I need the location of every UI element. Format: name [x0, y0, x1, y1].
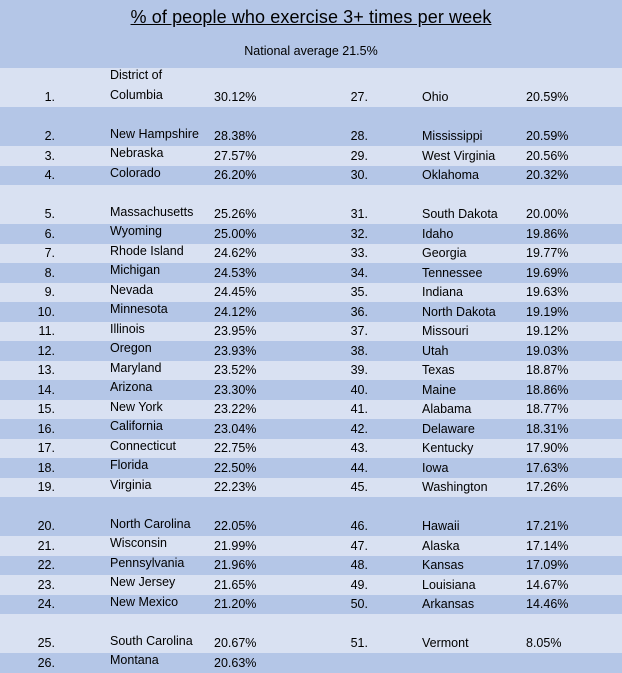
percent-cell: 18.77%	[526, 402, 569, 416]
percent-cell: 20.32%	[526, 168, 569, 182]
state-cell: Montana	[110, 653, 159, 667]
table-row	[0, 185, 622, 224]
state-cell: Wyoming	[110, 224, 162, 238]
rank-cell: 26.	[37, 655, 55, 670]
rank-cell: 11.	[38, 324, 55, 338]
rank-cell: 35.	[350, 285, 368, 299]
rank-cell: 4.	[44, 168, 55, 182]
state-cell: Delaware	[422, 421, 475, 436]
percent-cell: 20.56%	[526, 148, 569, 163]
state-cell: Missouri	[422, 324, 469, 338]
percent-cell: 17.09%	[526, 558, 569, 572]
rank-cell: 23.	[37, 577, 55, 592]
table-row	[0, 244, 622, 264]
state-cell: Iowa	[422, 460, 449, 475]
percent-cell: 22.75%	[214, 441, 257, 455]
rank-cell: 49.	[350, 577, 368, 592]
percent-cell: 21.99%	[214, 538, 257, 553]
rank-cell: 38.	[350, 343, 368, 358]
percent-cell: 18.31%	[526, 421, 569, 436]
table-row	[0, 107, 622, 146]
rank-cell: 30.	[350, 168, 368, 182]
state-cell: Texas	[422, 363, 455, 377]
state-cell: New Mexico	[110, 594, 179, 609]
state-cell: New York	[110, 399, 163, 414]
state-cell: Virginia	[110, 477, 152, 492]
percent-cell: 24.62%	[214, 246, 257, 260]
percent-cell: 19.12%	[526, 324, 569, 338]
rank-cell: 9.	[44, 285, 55, 299]
state-cell: New Jersey	[110, 575, 176, 589]
rank-cell: 31.	[350, 207, 368, 221]
percent-cell: 24.53%	[214, 265, 257, 280]
state-cell: Mississippi	[422, 129, 483, 143]
table-row	[0, 68, 622, 107]
rank-cell: 17.	[37, 441, 55, 455]
percent-cell: 14.67%	[526, 577, 569, 592]
table-row	[0, 614, 622, 653]
rank-cell: 13.	[37, 363, 55, 377]
percent-cell: 17.21%	[526, 519, 569, 533]
rank-cell: 28.	[350, 129, 368, 143]
table-row	[0, 283, 622, 303]
state-cell: Ohio	[422, 90, 449, 104]
table-row	[0, 595, 622, 615]
percent-cell: 23.22%	[214, 402, 257, 416]
rank-cell: 41.	[350, 402, 368, 416]
percent-cell: 19.03%	[526, 343, 569, 358]
national-average: National average 21.5%	[244, 44, 378, 58]
state-cell: Florida	[110, 458, 149, 472]
state-cell: California	[110, 419, 163, 433]
table-row	[0, 458, 622, 478]
rank-cell: 42.	[350, 421, 368, 436]
rank-cell: 29.	[350, 148, 368, 163]
rank-cell: 27.	[350, 90, 368, 104]
rank-cell: 37.	[350, 324, 368, 338]
rank-cell: 45.	[350, 480, 368, 494]
percent-cell: 19.86%	[526, 226, 569, 241]
rank-cell: 46.	[350, 519, 368, 533]
table-row	[0, 419, 622, 439]
rank-cell: 48.	[350, 558, 368, 572]
percent-cell: 20.63%	[214, 655, 257, 670]
percent-cell: 23.04%	[214, 421, 257, 436]
state-cell: Nevada	[110, 282, 154, 297]
rank-cell: 7.	[44, 246, 55, 260]
state-cell: Nebraska	[110, 146, 164, 160]
rank-cell: 18.	[37, 460, 55, 475]
state-cell: Alabama	[422, 402, 472, 416]
percent-cell: 20.00%	[526, 207, 569, 221]
state-cell: Massachusetts	[110, 204, 194, 219]
header-band	[0, 0, 622, 68]
state-cell: Kansas	[422, 558, 464, 572]
percent-cell: 17.63%	[526, 460, 569, 475]
table-title: % of people who exercise 3+ times per week	[130, 7, 492, 27]
rank-cell: 39.	[350, 363, 368, 377]
rank-cell: 22.	[37, 558, 55, 572]
rank-cell: 36.	[350, 304, 368, 319]
state-cell: Vermont	[422, 636, 469, 650]
rank-cell: 20.	[37, 519, 55, 533]
rank-cell: 32.	[350, 226, 368, 241]
percent-cell: 23.93%	[214, 343, 257, 358]
percent-cell: 8.05%	[526, 636, 562, 650]
state-cell: Utah	[422, 343, 449, 358]
rank-cell: 10.	[37, 304, 55, 319]
percent-cell: 18.86%	[526, 382, 569, 397]
rank-cell: 19.	[37, 480, 55, 494]
state-cell: Oklahoma	[422, 168, 479, 182]
table-row	[0, 380, 622, 400]
percent-cell: 18.87%	[526, 363, 569, 377]
percent-cell: 17.14%	[526, 538, 569, 553]
state-cell: Minnesota	[110, 302, 168, 316]
percent-cell: 21.96%	[214, 558, 257, 572]
state-cell: Tennessee	[422, 265, 483, 280]
rank-cell: 34.	[350, 265, 368, 280]
state-cell: Arizona	[110, 380, 153, 394]
percent-cell: 25.00%	[214, 226, 257, 241]
percent-cell: 23.52%	[214, 363, 257, 377]
state-cell: South Dakota	[422, 207, 498, 221]
table-row	[0, 302, 622, 322]
state-cell: Washington	[422, 480, 488, 494]
state-cell: West Virginia	[422, 148, 496, 163]
table-row	[0, 146, 622, 166]
rank-cell: 50.	[350, 597, 368, 611]
rank-cell: 44.	[350, 460, 368, 475]
rank-cell: 47.	[350, 538, 368, 553]
percent-cell: 26.20%	[214, 168, 257, 182]
rank-cell: 14.	[37, 382, 55, 397]
state-cell: Maine	[422, 382, 457, 397]
state-cell: South Carolina	[110, 633, 193, 648]
rank-cell: 24.	[37, 597, 55, 611]
percent-cell: 20.59%	[526, 90, 569, 104]
percent-cell: 22.23%	[214, 480, 257, 494]
percent-cell: 17.90%	[526, 441, 569, 455]
state-cell: Hawaii	[422, 519, 460, 533]
rank-cell: 40.	[350, 382, 368, 397]
state-cell: Kentucky	[422, 441, 474, 455]
percent-cell: 19.77%	[526, 246, 569, 260]
percent-cell: 20.59%	[526, 129, 569, 143]
state-cell: Alaska	[422, 538, 460, 553]
percent-cell: 23.30%	[214, 382, 257, 397]
percent-cell: 24.12%	[214, 304, 257, 319]
state-cell: Indiana	[422, 285, 464, 299]
percent-cell: 20.67%	[214, 636, 257, 650]
state-cell: Idaho	[422, 226, 454, 241]
table-row	[0, 536, 622, 556]
state-cell: Oregon	[110, 341, 152, 355]
state-cell: District of Columbia	[110, 68, 163, 102]
table-row	[0, 263, 622, 283]
table-row	[0, 556, 622, 576]
percent-cell: 22.50%	[214, 460, 257, 475]
rank-cell: 51.	[350, 636, 368, 650]
table-row	[0, 322, 622, 342]
state-cell: Connecticut	[110, 438, 177, 453]
percent-cell: 22.05%	[214, 519, 257, 533]
state-cell: Michigan	[110, 263, 161, 277]
state-cell: Illinois	[110, 321, 145, 336]
percent-cell: 19.63%	[526, 285, 569, 299]
rank-cell: 33.	[350, 246, 368, 260]
rank-cell: 3.	[44, 148, 55, 163]
table-row	[0, 653, 622, 673]
state-cell: Maryland	[110, 360, 162, 375]
rank-cell: 21.	[37, 538, 55, 553]
table-row	[0, 224, 622, 244]
state-cell: New Hampshire	[110, 126, 199, 141]
rank-cell: 6.	[44, 226, 55, 241]
table-row	[0, 166, 622, 186]
percent-cell: 21.20%	[214, 597, 257, 611]
percent-cell: 21.65%	[214, 577, 257, 592]
rank-cell: 5.	[44, 207, 55, 221]
rank-cell: 15.	[37, 402, 55, 416]
percent-cell: 17.26%	[526, 480, 569, 494]
percent-cell: 27.57%	[214, 148, 257, 163]
rank-cell: 1.	[44, 90, 55, 104]
state-cell: North Dakota	[422, 304, 496, 319]
table-row	[0, 341, 622, 361]
percent-cell: 28.38%	[214, 129, 257, 143]
state-cell: Rhode Island	[110, 243, 184, 258]
state-cell: Arkansas	[422, 597, 475, 611]
state-cell: Louisiana	[422, 577, 476, 592]
state-cell: Pennsylvania	[110, 555, 185, 570]
rank-cell: 43.	[350, 441, 368, 455]
percent-cell: 19.19%	[526, 304, 569, 319]
rank-cell: 12.	[37, 343, 55, 358]
percent-cell: 30.12%	[214, 90, 257, 104]
rank-cell: 16.	[37, 421, 55, 436]
percent-cell: 24.45%	[214, 285, 257, 299]
state-cell: Wisconsin	[110, 536, 167, 550]
table-row	[0, 478, 622, 498]
percent-cell: 23.95%	[214, 324, 257, 338]
rank-cell: 8.	[44, 265, 55, 280]
state-cell: Georgia	[422, 246, 467, 260]
percent-cell: 19.69%	[526, 265, 569, 280]
percent-cell: 25.26%	[214, 207, 257, 221]
rank-cell: 25.	[37, 636, 55, 650]
rank-cell: 2.	[44, 129, 55, 143]
state-cell: North Carolina	[110, 516, 191, 531]
state-cell: Colorado	[110, 165, 161, 180]
table-row	[0, 497, 622, 536]
table-row	[0, 439, 622, 459]
table-row	[0, 400, 622, 420]
table-row	[0, 575, 622, 595]
table-row	[0, 361, 622, 381]
percent-cell: 14.46%	[526, 597, 569, 611]
